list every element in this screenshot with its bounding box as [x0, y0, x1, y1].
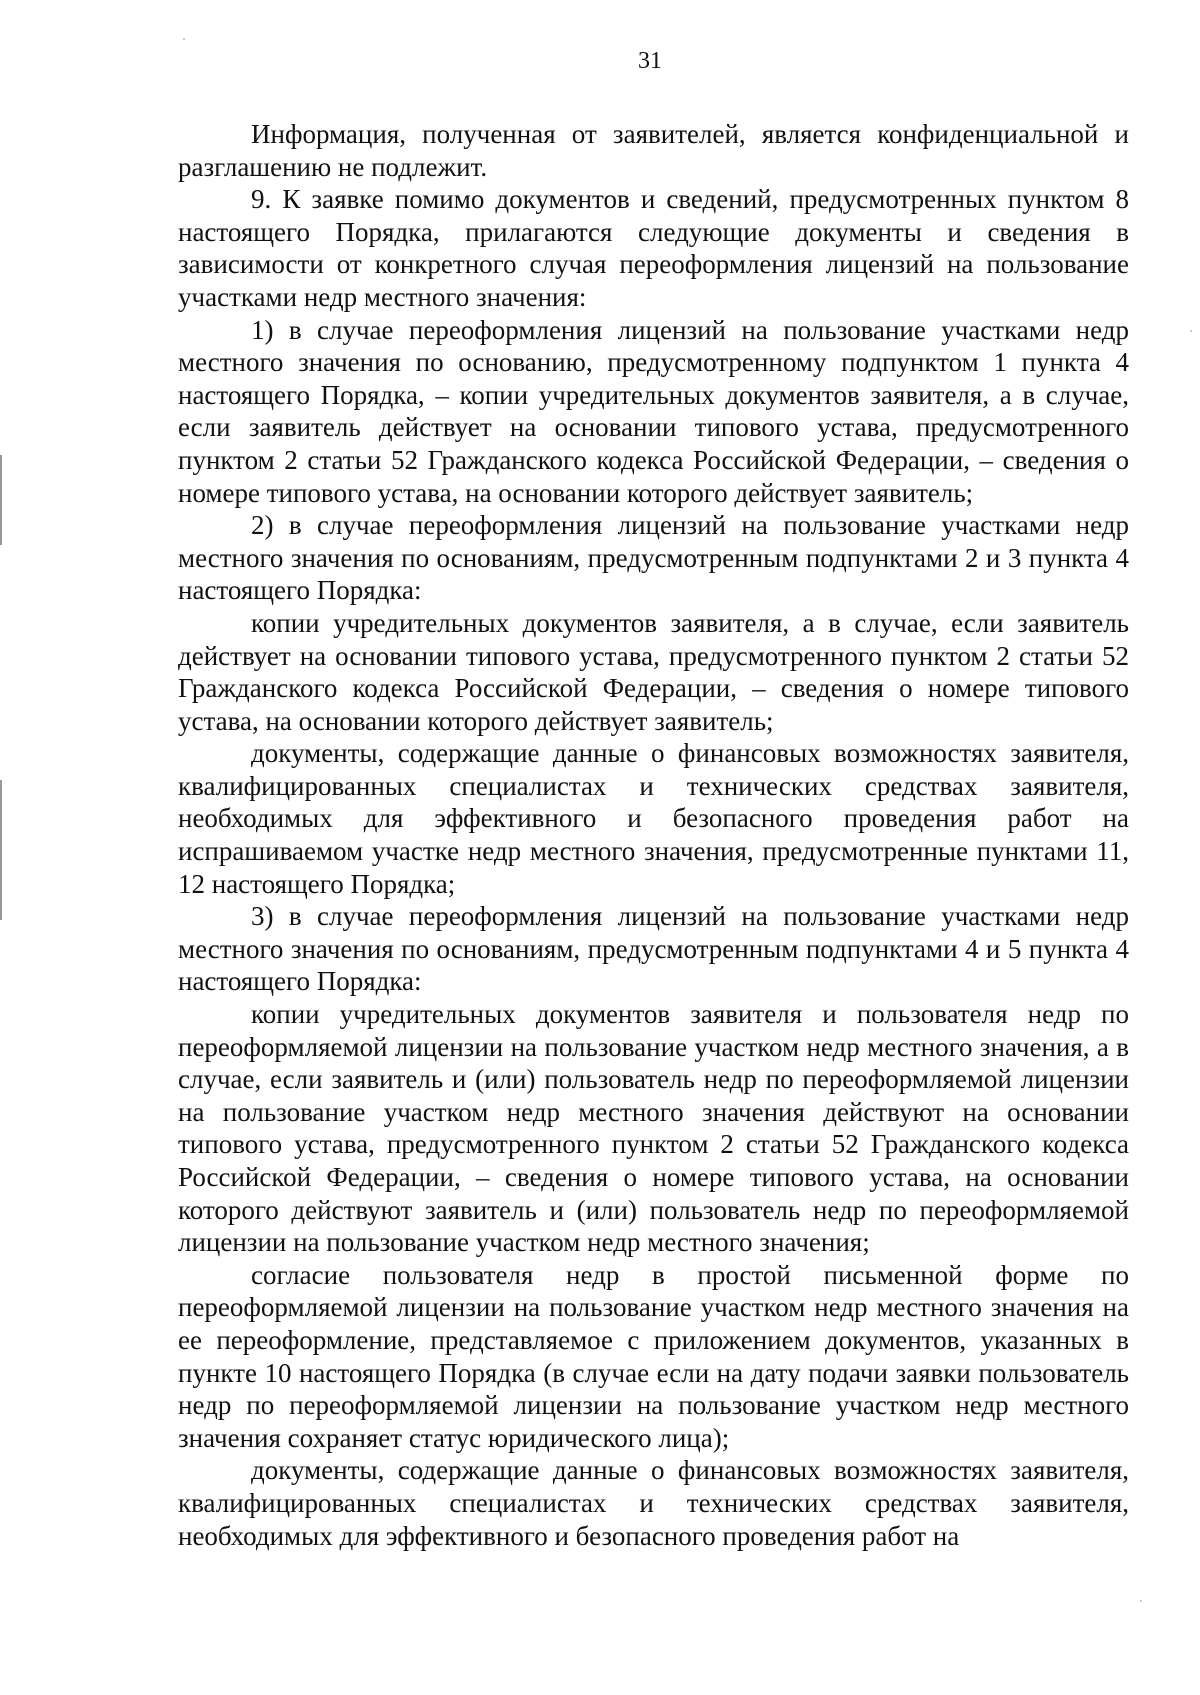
paragraph-item-9: 9. К заявке помимо документов и сведений, предусмотренных пунктом 8 настоящего Порядка, прилагаются следующие документы и сведения в зависимости от конкретного случая переоформления лицензий на пользование участками недр местного значения:: [178, 184, 1129, 312]
scan-speck: [183, 38, 185, 40]
document-body: [178, 118, 1129, 1552]
scan-margin-mark: [0, 780, 2, 920]
scan-margin-mark: [0, 455, 2, 545]
paragraph-subitem-2-copies: копии учредительных документов заявителя, а в случае, если заявитель действует на основании типового устава, предусмотренного пунктом 2 статьи 52 Гражданского кодекса Российской Федерации, – сведения о номере типового устава, на основании которого действует заявитель;: [178, 607, 1129, 736]
page-number: 31: [638, 48, 662, 74]
scan-speck: [1140, 1600, 1142, 1602]
paragraph-subitem-2: 2) в случае переоформления лицензий на пользование участками недр местного значения по основаниям, предусмотренным подпунктами 2 и 3 пункта 4 настоящего Порядка:: [178, 510, 1129, 606]
paragraph-subitem-3-consent: согласие пользователя недр в простой письменной форме по переоформляемой лицензии на пользование участком недр местного значения на ее переоформление, представляемое с приложением документов, указанных в пункте 10 настоящего Порядка (в случае если на дату подачи заявки пользователь недр по переоформляемой лицензии на пользование участком недр местного значения сохраняет статус юридического лица);: [178, 1259, 1129, 1453]
paragraph-subitem-2-financial-docs: документы, содержащие данные о финансовых возможностях заявителя, квалифицированных специалистах и технических средствах заявителя, необходимых для эффективного и безопасного проведения работ на испрашиваемом участке недр местного значения, предусмотренные пунктами 11, 12 настоящего Порядка;: [178, 738, 1129, 899]
paragraph-confidentiality: Информация, полученная от заявителей, является конфиденциальной и разглашению не подлежит.: [178, 119, 1129, 182]
paragraph-subitem-3: 3) в случае переоформления лицензий на пользование участками недр местного значения по основаниям, предусмотренным подпунктами 4 и 5 пункта 4 настоящего Порядка:: [178, 901, 1129, 997]
paragraph-subitem-1: 1) в случае переоформления лицензий на пользование участками недр местного значения по основанию, предусмотренному подпунктом 1 пункта 4 настоящего Порядка, – копии учредительных документов заявителя, а в случае, если заявитель действует на основании типового устава, предусмотренного пунктом 2 статьи 52 Гражданского кодекса Российской Федерации, – сведения о номере типового устава, на основании которого действует заявитель;: [178, 314, 1129, 508]
paragraph-subitem-3-financial-docs: документы, содержащие данные о финансовых возможностях заявителя, квалифицированных специалистах и технических средствах заявителя, необходимых для эффективного и безопасного проведения работ на: [178, 1455, 1129, 1551]
scan-speck: [1190, 330, 1192, 332]
paragraph-subitem-3-copies: копии учредительных документов заявителя и пользователя недр по переоформляемой лицензии на пользование участком недр местного значения, а в случае, если заявитель и (или) пользователь недр по переоформляемой лицензии на пользование участком недр местного значения действуют на основании типового устава, предусмотренного пунктом 2 статьи 52 Гражданского кодекса Российской Федерации, – сведения о номере типового устава, на основании которого действуют заявитель и (или) пользователь недр по переоформляемой лицензии на пользование участком недр местного значения;: [178, 999, 1129, 1258]
